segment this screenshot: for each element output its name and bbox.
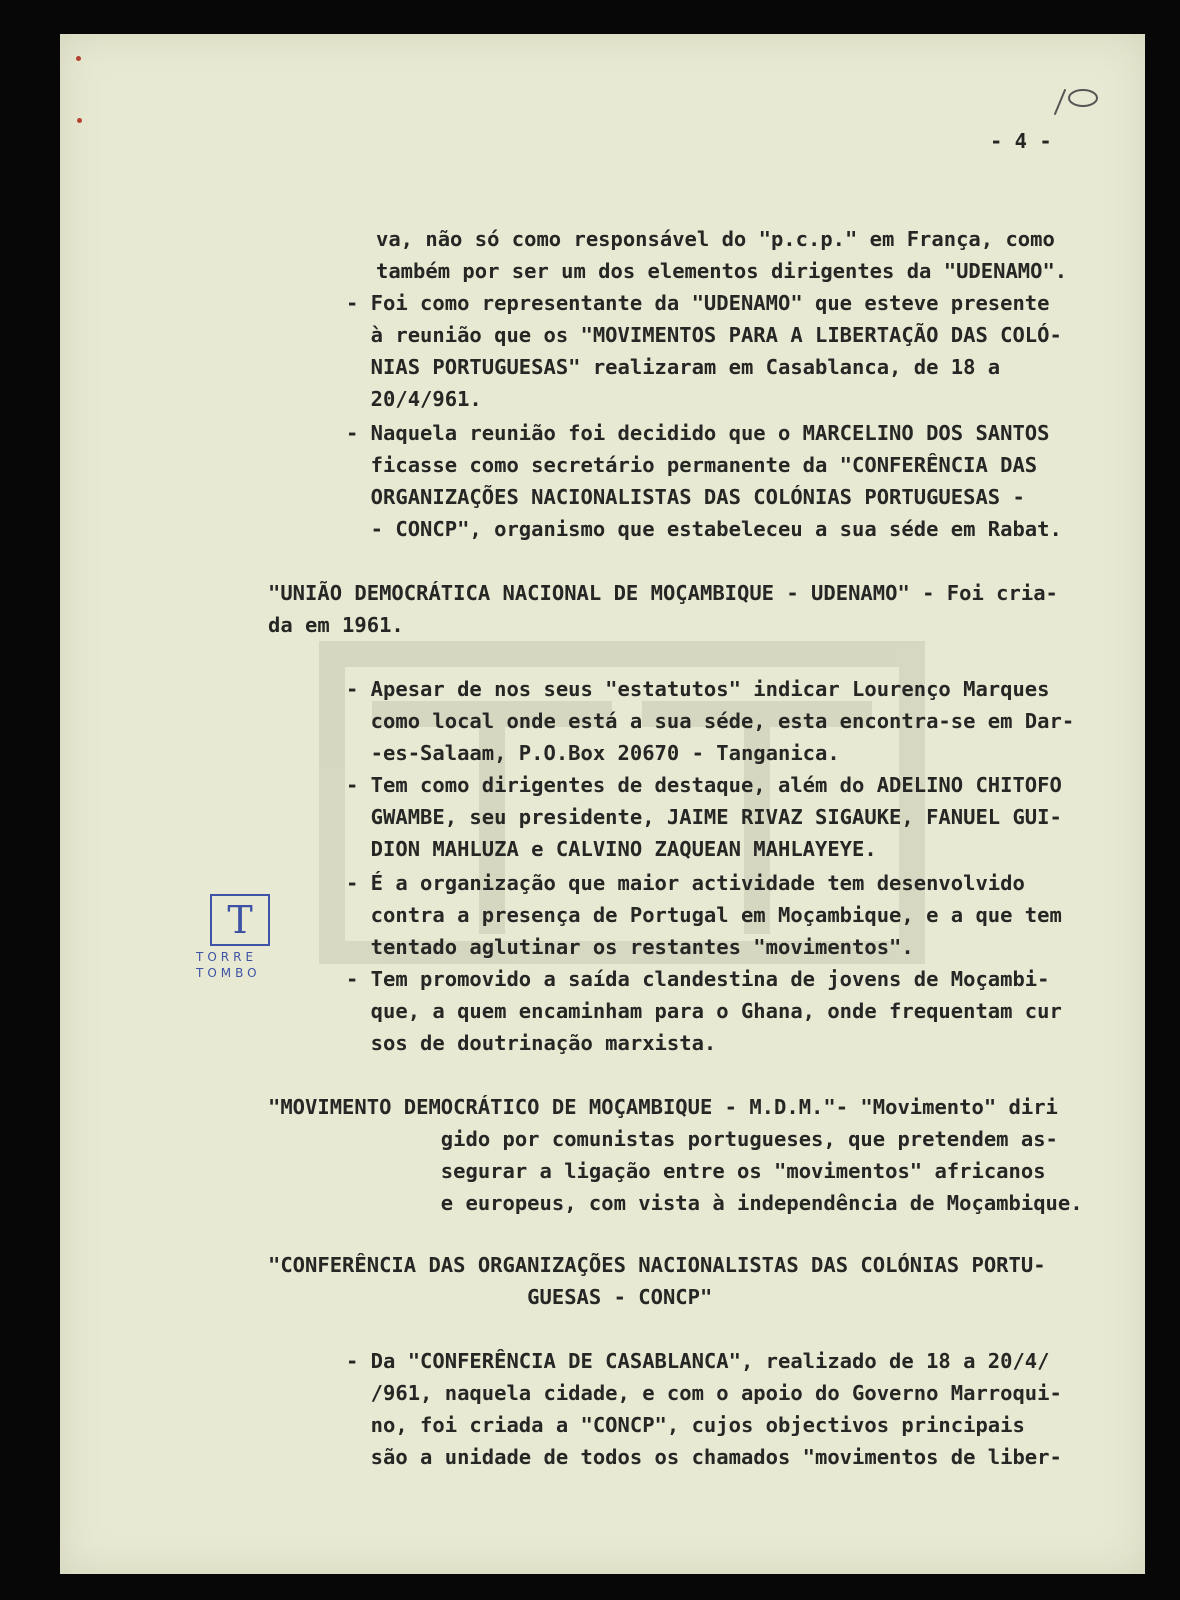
handwritten-note	[1045, 84, 1105, 120]
punch-mark	[76, 56, 81, 61]
paper-sheet	[60, 34, 1145, 1574]
text-line: e europeus, com vista à independência de Moçambique.	[268, 1191, 1083, 1215]
stamp-text-line2: TOMBO	[196, 966, 261, 980]
text-line: - Apesar de nos seus "estatutos" indicar Lourenço Marques	[346, 677, 1050, 701]
text-line: DION MAHLUZA e CALVINO ZAQUEAN MAHLAYEYE.	[346, 837, 877, 861]
section-heading: "CONFERÊNCIA DAS ORGANIZAÇÕES NACIONALISTAS DAS COLÓNIAS PORTU-	[268, 1253, 1046, 1277]
text-line: são a unidade de todos os chamados "movimentos de liber-	[346, 1445, 1062, 1469]
text-line: como local onde está a sua séde, esta encontra-se em Dar-	[346, 709, 1075, 733]
text-line: à reunião que os "MOVIMENTOS PARA A LIBERTAÇÃO DAS COLÓ-	[346, 323, 1062, 347]
text-line: sos de doutrinação marxista.	[346, 1031, 717, 1055]
stamp-box	[210, 894, 270, 946]
text-line: - Da "CONFERÊNCIA DE CASABLANCA", realizado de 18 a 20/4/	[346, 1349, 1050, 1373]
text-line: contra a presença de Portugal em Moçambique, e a que tem	[346, 903, 1062, 927]
text-line: ficasse como secretário permanente da "CONFERÊNCIA DAS	[346, 453, 1038, 477]
text-line: 20/4/961.	[346, 387, 482, 411]
text-line: va, não só como responsável do "p.c.p." em França, como	[376, 227, 1055, 251]
section-heading: "MOVIMENTO DEMOCRÁTICO DE MOÇAMBIQUE - M.D.M."- "Movimento" diri	[268, 1095, 1058, 1119]
section-heading: da em 1961.	[268, 613, 404, 637]
page-number: - 4 -	[990, 129, 1052, 153]
text-line: -es-Salaam, P.O.Box 20670 - Tanganica.	[346, 741, 840, 765]
text-line: no, foi criada a "CONCP", cujos objectivos principais	[346, 1413, 1025, 1437]
text-line: - Tem promovido a saída clandestina de jovens de Moçambi-	[346, 967, 1050, 991]
text-line: NIAS PORTUGUESAS" realizaram em Casablanca, de 18 a	[346, 355, 1001, 379]
text-line: - Foi como representante da "UDENAMO" que esteve presente	[346, 291, 1050, 315]
text-line: que, a quem encaminham para o Ghana, onde frequentam cur	[346, 999, 1062, 1023]
text-line: tentado aglutinar os restantes "movimentos".	[346, 935, 914, 959]
text-line: - Naquela reunião foi decidido que o MARCELINO DOS SANTOS	[346, 421, 1050, 445]
text-line: gido por comunistas portugueses, que pretendem as-	[268, 1127, 1058, 1151]
text-line: também por ser um dos elementos dirigentes da "UDENAMO".	[376, 259, 1068, 283]
text-line: GWAMBE, seu presidente, JAIME RIVAZ SIGAUKE, FANUEL GUI-	[346, 805, 1062, 829]
text-line: - Tem como dirigentes de destaque, além do ADELINO CHITOFO	[346, 773, 1062, 797]
section-heading: GUESAS - CONCP"	[268, 1285, 713, 1309]
stamp-text-line1: TORRE	[196, 950, 258, 964]
text-line: ORGANIZAÇÕES NACIONALISTAS DAS COLÓNIAS PORTUGUESAS -	[346, 485, 1025, 509]
stamp-letter: T	[227, 898, 253, 942]
punch-mark	[77, 118, 82, 123]
archive-stamp	[196, 894, 284, 984]
text-line: - É a organização que maior actividade tem desenvolvido	[346, 871, 1025, 895]
section-heading: "UNIÃO DEMOCRÁTICA NACIONAL DE MOÇAMBIQUE - UDENAMO" - Foi cria-	[268, 581, 1058, 605]
text-line: segurar a ligação entre os "movimentos" africanos	[268, 1159, 1046, 1183]
text-line: /961, naquela cidade, e com o apoio do Governo Marroqui-	[346, 1381, 1062, 1405]
text-line: - CONCP", organismo que estabeleceu a sua séde em Rabat.	[346, 517, 1062, 541]
